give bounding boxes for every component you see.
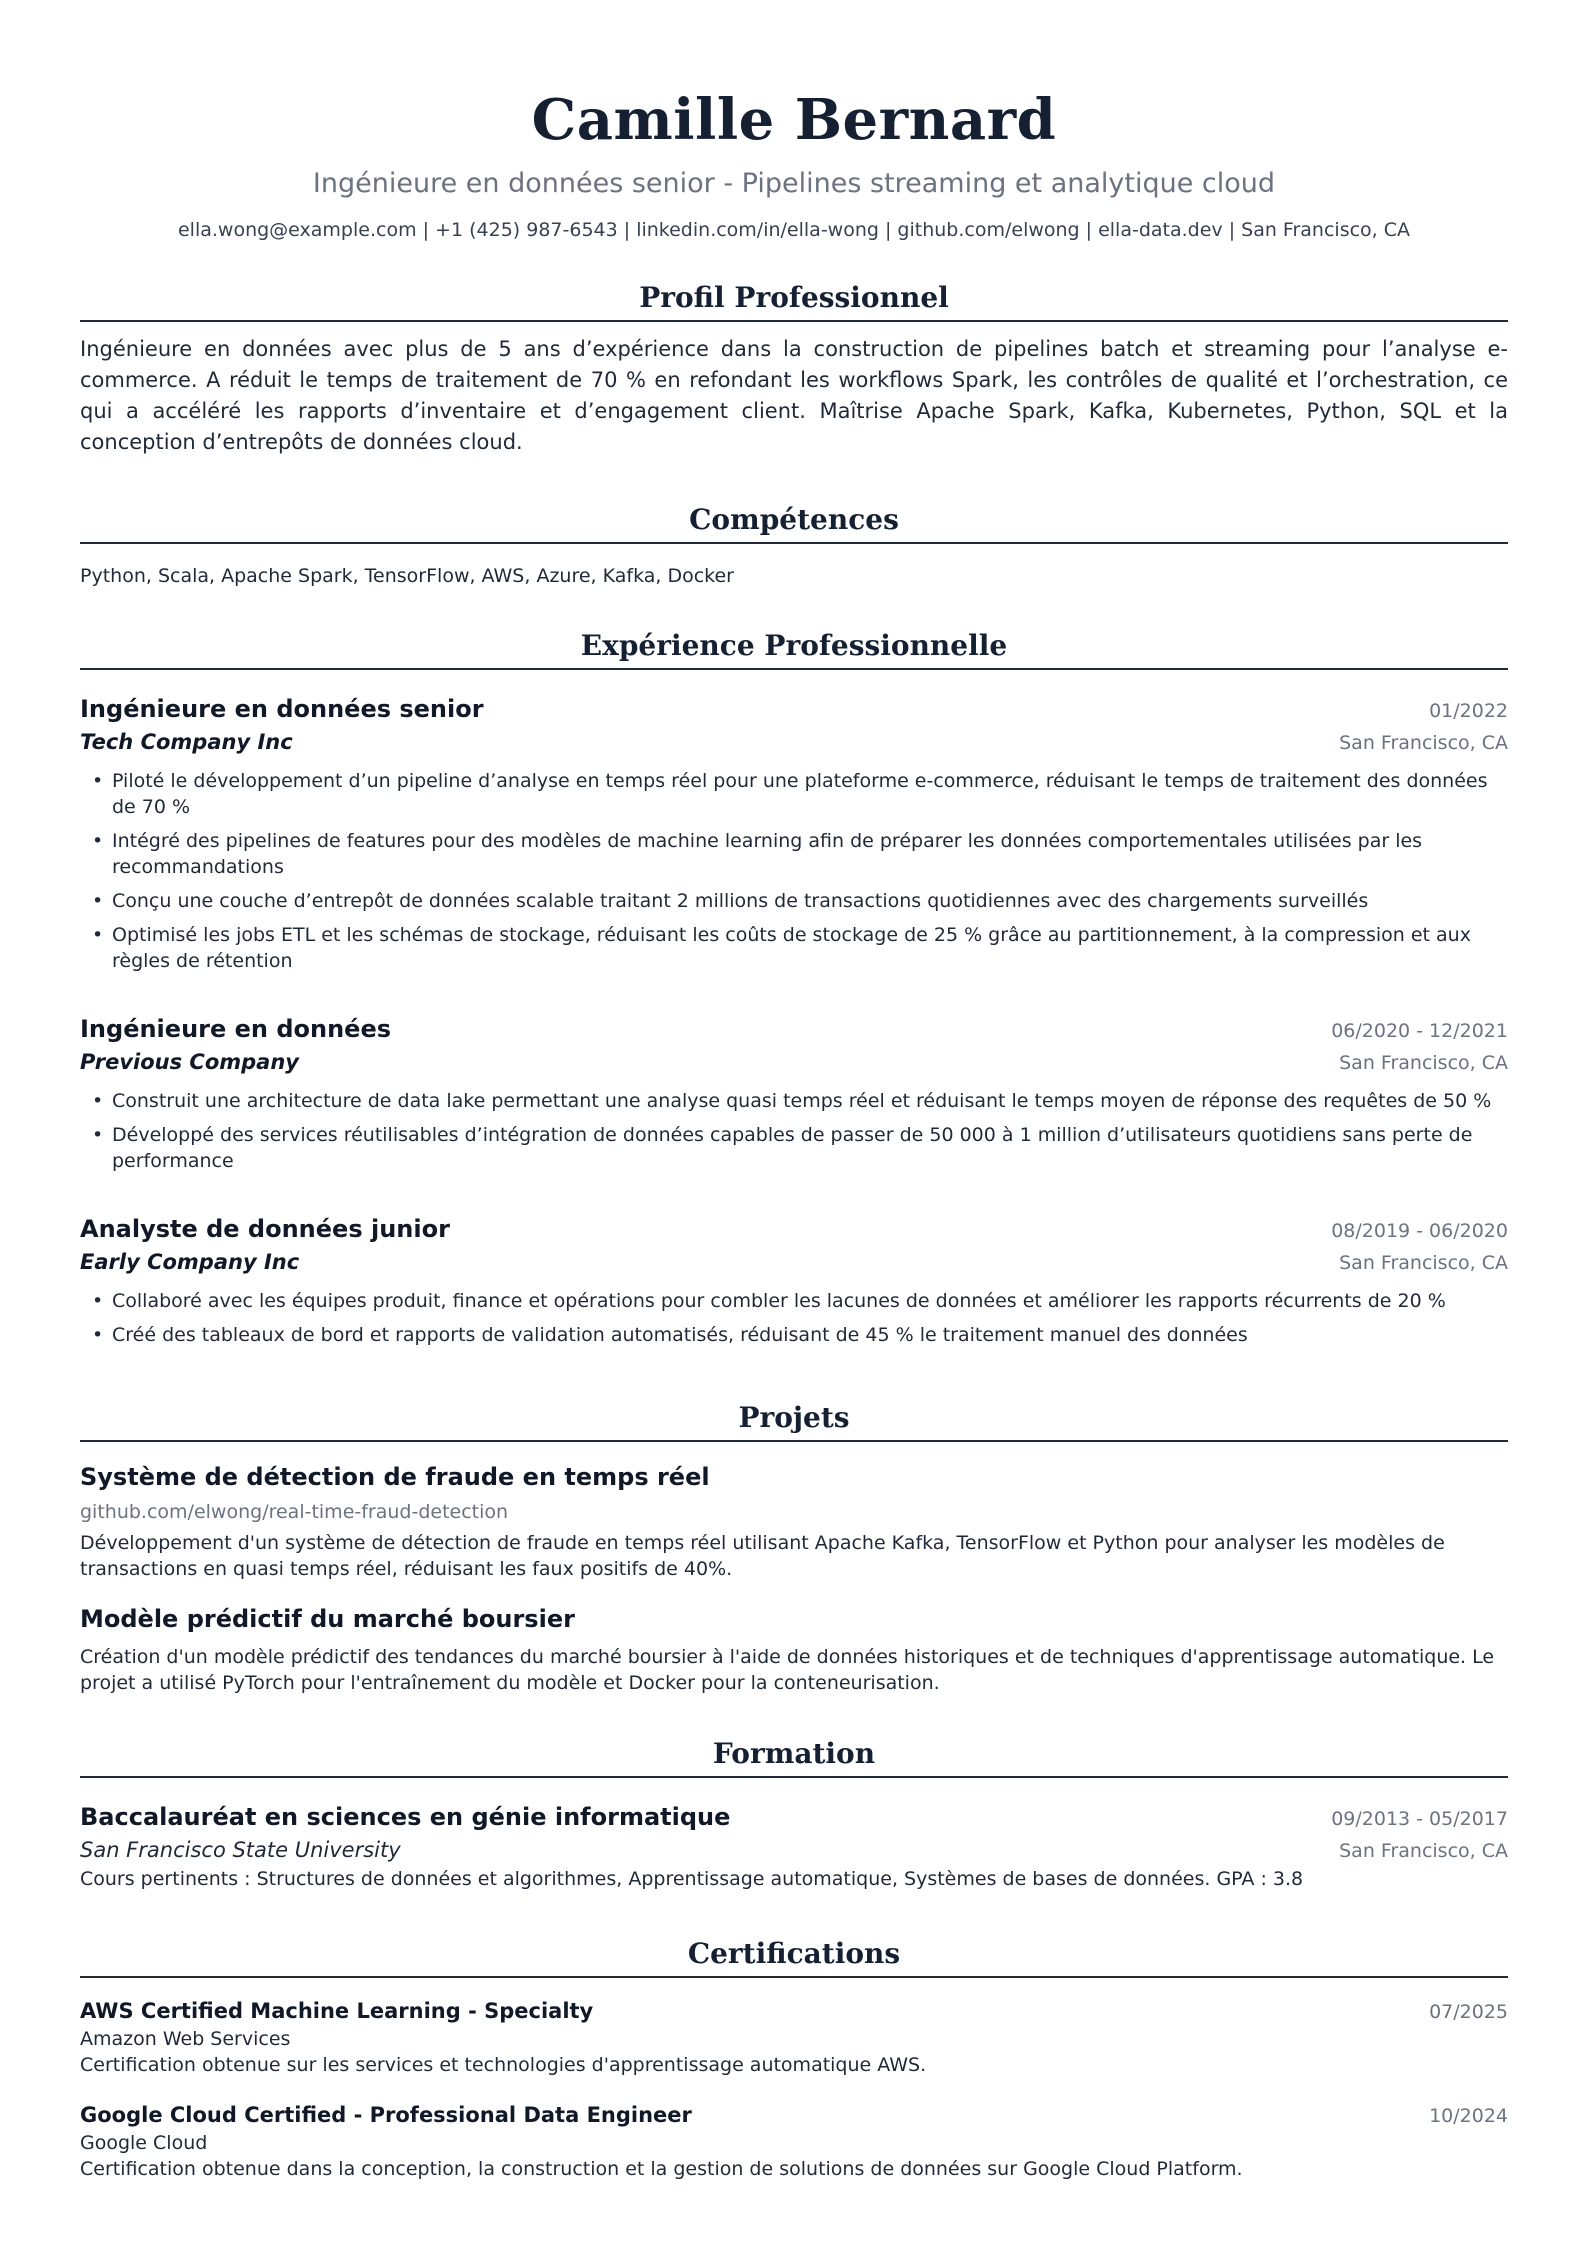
bullet-item: • Conçu une couche d’entrepôt de données scalable traitant 2 millions de transactions quotidiennes avec des chargements surveillés — [80, 888, 1508, 914]
skills-list: Python, Scala, Apache Spark, TensorFlow, AWS, Azure, Kafka, Docker — [80, 565, 734, 587]
job-date: 06/2020 - 12/2021 — [1331, 1020, 1508, 1042]
resume-page — [80, 0, 1508, 2182]
certification-description: Certification obtenue dans la conception, la construction et la gestion de solutions de données sur Google Cloud Platform. — [80, 2158, 1243, 2180]
education-date: 09/2013 - 05/2017 — [1331, 1808, 1508, 1830]
certification-title: AWS Certified Machine Learning - Specialty — [80, 1999, 594, 2023]
job-bullets — [80, 1288, 1508, 1348]
job-bullets — [80, 768, 1508, 974]
section-title-certifications: Certifications — [80, 1936, 1508, 1978]
bullet-item: • Intégré des pipelines de features pour des modèles de machine learning afin de préparer les données comportementales utilisées par les recommandations — [80, 828, 1508, 880]
resume-header — [80, 0, 1508, 244]
project-link[interactable]: github.com/elwong/real-time-fraud-detection — [80, 1501, 509, 1523]
certification-issuer: Google Cloud — [80, 2132, 208, 2154]
section-title-education: Formation — [80, 1736, 1508, 1778]
certification-entry — [80, 1996, 1508, 2078]
job-title: Ingénieure en données — [80, 1015, 392, 1043]
projects-section — [80, 1400, 1508, 1696]
candidate-name: Camille Bernard — [531, 87, 1057, 153]
certification-title: Google Cloud Certified - Professional Data Engineer — [80, 2103, 692, 2127]
experience-entry — [80, 1212, 1508, 1348]
certifications-section — [80, 1936, 1508, 2182]
education-entry — [80, 1800, 1508, 1892]
job-location: San Francisco, CA — [1339, 1252, 1508, 1274]
job-title: Analyste de données junior — [80, 1215, 450, 1243]
project-entry — [80, 1460, 1508, 1582]
bullet-item: • Créé des tableaux de bord et rapports de validation automatisés, réduisant de 45 % le traitement manuel des données — [80, 1322, 1508, 1348]
company-name: Previous Company — [80, 1050, 299, 1074]
school-location: San Francisco, CA — [1339, 1840, 1508, 1862]
school-name: San Francisco State University — [80, 1838, 401, 1862]
certification-entry — [80, 2100, 1508, 2182]
certification-date: 10/2024 — [1429, 2105, 1508, 2127]
certification-date: 07/2025 — [1429, 2001, 1508, 2023]
job-location: San Francisco, CA — [1339, 732, 1508, 754]
degree-title: Baccalauréat en sciences en génie informatique — [80, 1803, 731, 1831]
certification-issuer: Amazon Web Services — [80, 2028, 291, 2050]
section-title-skills: Compétences — [80, 502, 1508, 544]
bullet-item: • Construit une architecture de data lake permettant une analyse quasi temps réel et réduisant le temps moyen de réponse des requêtes de 50 % — [80, 1088, 1508, 1114]
project-entry — [80, 1602, 1508, 1696]
bullet-item: • Développé des services réutilisables d’intégration de données capables de passer de 50 000 à 1 million d’utilisateurs quotidiens sans perte de performance — [80, 1122, 1508, 1174]
job-title: Ingénieure en données senior — [80, 695, 484, 723]
job-bullets — [80, 1088, 1508, 1174]
candidate-headline: Ingénieure en données senior - Pipelines streaming et analytique cloud — [312, 168, 1276, 199]
education-description: Cours pertinents : Structures de données et algorithmes, Apprentissage automatique, Systèmes de bases de données. GPA : 3.8 — [80, 1868, 1304, 1890]
job-date: 08/2019 - 06/2020 — [1331, 1220, 1508, 1242]
experience-section — [80, 628, 1508, 1348]
summary-section — [80, 280, 1508, 458]
project-description: Développement d'un système de détection de fraude en temps réel utilisant Apache Kafka, TensorFlow et Python pour analyser les modèles de transactions en quasi temps réel, réduisant les faux positifs de 40%. — [80, 1532, 1445, 1580]
skills-section — [80, 502, 1508, 590]
certification-description: Certification obtenue sur les services et technologies d'apprentissage automatique AWS. — [80, 2054, 927, 2076]
bullet-item: • Optimisé les jobs ETL et les schémas de stockage, réduisant les coûts de stockage de 25 % grâce au partitionnement, à la compression et aux règles de rétention — [80, 922, 1508, 974]
project-title: Modèle prédictif du marché boursier — [80, 1605, 575, 1633]
project-title: Système de détection de fraude en temps réel — [80, 1463, 710, 1491]
contact-line: ella.wong@example.com | +1 (425) 987-6543 | linkedin.com/in/ella-wong | github.com/elwong | ella-data.dev | San Francisco, CA — [177, 219, 1411, 241]
project-description: Création d'un modèle prédictif des tendances du marché boursier à l'aide de données historiques et de techniques d'apprentissage automatique. Le projet a utilisé PyTorch pour l'entraînement du modèle et Docker pour la conteneurisation. — [80, 1646, 1495, 1694]
company-name: Tech Company Inc — [80, 730, 293, 754]
experience-entry — [80, 692, 1508, 974]
bullet-item: • Piloté le développement d’un pipeline d’analyse en temps réel pour une plateforme e-commerce, réduisant le temps de traitement des données de 70 % — [80, 768, 1508, 820]
section-title-projects: Projets — [80, 1400, 1508, 1442]
job-date: 01/2022 — [1429, 700, 1508, 722]
education-section — [80, 1736, 1508, 1892]
bullet-item: • Collaboré avec les équipes produit, finance et opérations pour combler les lacunes de données et améliorer les rapports récurrents de 20 % — [80, 1288, 1508, 1314]
summary-text: Ingénieure en données avec plus de 5 ans d’expérience dans la construction de pipelines batch et streaming pour l’analyse e-commerce. A réduit le temps de traitement de 70 % en refondant les workflows Spark, les contrôles de qualité et l’orchestration, ce qui a accéléré les rapports d’inventaire et d’engagement client. Maîtrise Apache Spark, Kafka, Kubernetes, Python, SQL et la conception d’entrepôts de données cloud. — [80, 337, 1508, 454]
job-location: San Francisco, CA — [1339, 1052, 1508, 1074]
company-name: Early Company Inc — [80, 1250, 300, 1274]
section-title-experience: Expérience Professionnelle — [80, 628, 1508, 670]
experience-entry — [80, 1012, 1508, 1174]
section-title-summary: Profil Professionnel — [80, 280, 1508, 322]
